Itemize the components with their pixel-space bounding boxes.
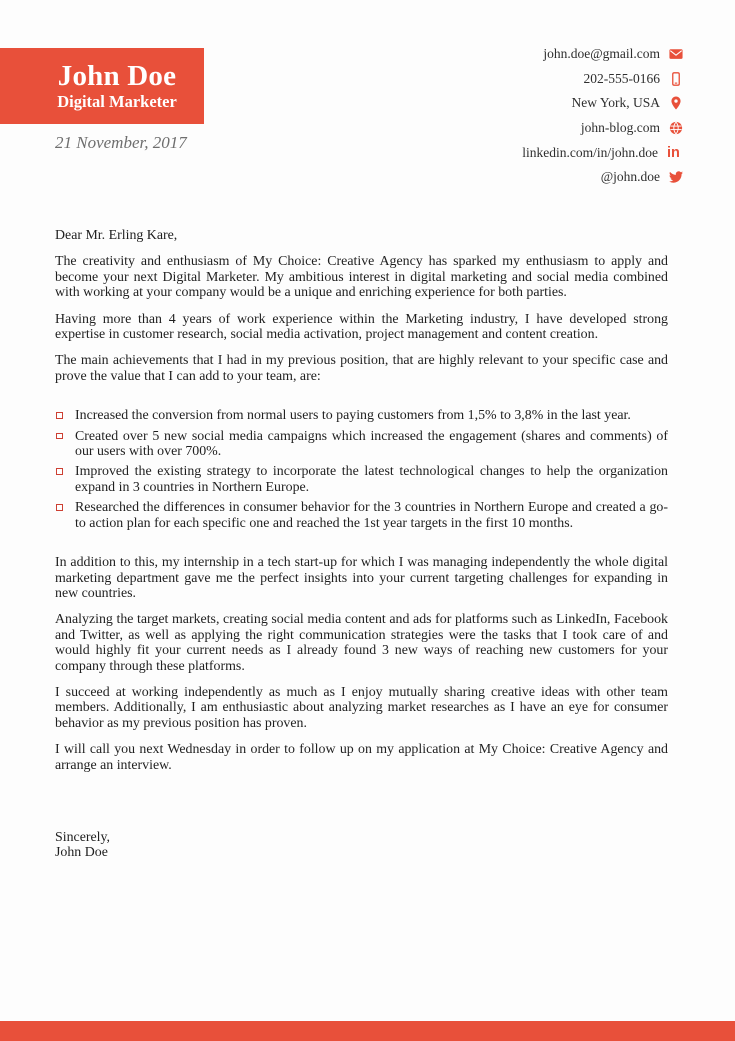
- paragraph-internship: In addition to this, my internship in a tech start-up for which I was managing independently the whole digital marketing department gave me the perfect insights into your current targeting challenges for expanding in new countries.: [55, 555, 668, 601]
- signature: John Doe: [55, 845, 108, 861]
- name-block: [0, 48, 204, 124]
- list-item: Increased the conversion from normal users to paying customers from 1,5% to 3,8% in the last year.: [55, 408, 668, 423]
- contact-label-linkedin: linkedin.com/in/john.doe: [522, 144, 658, 160]
- person-name: John Doe: [57, 60, 177, 92]
- contact-row-location: [522, 91, 683, 116]
- contact-row-phone: [522, 67, 683, 92]
- twitter-icon: [669, 170, 683, 184]
- job-title: Digital Marketer: [57, 92, 177, 111]
- paragraph-intro: The creativity and enthusiasm of My Choice: Creative Agency has sparked my enthusiasm to apply and become your next Digital Marketer. My ambitious interest in digital marketing and social media combined with working at your company would be a unique and enriching experience for both parties.: [55, 254, 668, 301]
- contact-label-twitter: @john.doe: [600, 169, 660, 185]
- contact-row-website: [522, 116, 683, 141]
- achievements-list: [55, 408, 668, 531]
- linkedin-icon: in: [667, 144, 680, 161]
- greeting: Dear Mr. Erling Kare,: [55, 228, 178, 243]
- paragraph-teamwork: I succeed at working independently as much as I enjoy mutually sharing creative ideas with other team members. Additionally, I am enthusiastic about analyzing market researches as I have an eye for consumer behavior as my previous position has proven.: [55, 684, 668, 731]
- email-icon: [669, 47, 683, 61]
- contact-row-email: [522, 42, 683, 67]
- phone-icon: [669, 72, 683, 86]
- contact-label-location: New York, USA: [571, 95, 660, 111]
- contact-label-website: john-blog.com: [580, 120, 660, 136]
- paragraph-achievements-lead: The main achievements that I had in my previous position, that are highly relevant to your specific case and prove the value that I can add to your team, are:: [55, 353, 668, 384]
- contact-row-linkedin: [522, 140, 683, 165]
- closing-block: [55, 830, 668, 861]
- list-item: Created over 5 new social media campaigns which increased the engagement (shares and comments) of our users with over 700%.: [55, 429, 668, 460]
- contact-label-email: john.doe@gmail.com: [543, 46, 660, 62]
- list-item: Researched the differences in consumer behavior for the 3 countries in Northern Europe and created a go-to action plan for each specific one and reached the 1st year targets in the first 10 months.: [55, 500, 668, 531]
- location-icon: [669, 96, 683, 110]
- website-icon: [669, 121, 683, 135]
- paragraph-follow-up: I will call you next Wednesday in order to follow up on my application at My Choice: Creative Agency and arrange an interview.: [55, 742, 668, 773]
- letter-body: [55, 228, 668, 861]
- contact-label-phone: 202-555-0166: [583, 70, 660, 86]
- contact-list: [522, 42, 683, 190]
- list-item: Improved the existing strategy to incorporate the latest technological changes to help the organization expand in 3 countries in Northern Europe.: [55, 464, 668, 495]
- paragraph-platforms: Analyzing the target markets, creating social media content and ads for platforms such as LinkedIn, Facebook and Twitter, as well as applying the right communication strategies were the tasks that I took care of and would highly fit your current needs as I already found 3 new ways of reaching new customers for your company through these platforms.: [55, 612, 668, 674]
- paragraph-experience: Having more than 4 years of work experience within the Marketing industry, I have developed strong expertise in customer research, social media activation, project management and content creation.: [55, 311, 668, 343]
- letter-date: 21 November, 2017: [55, 133, 187, 152]
- bottom-accent-bar: [0, 1021, 735, 1041]
- closing-salutation: Sincerely,: [55, 829, 111, 845]
- contact-row-twitter: [522, 165, 683, 190]
